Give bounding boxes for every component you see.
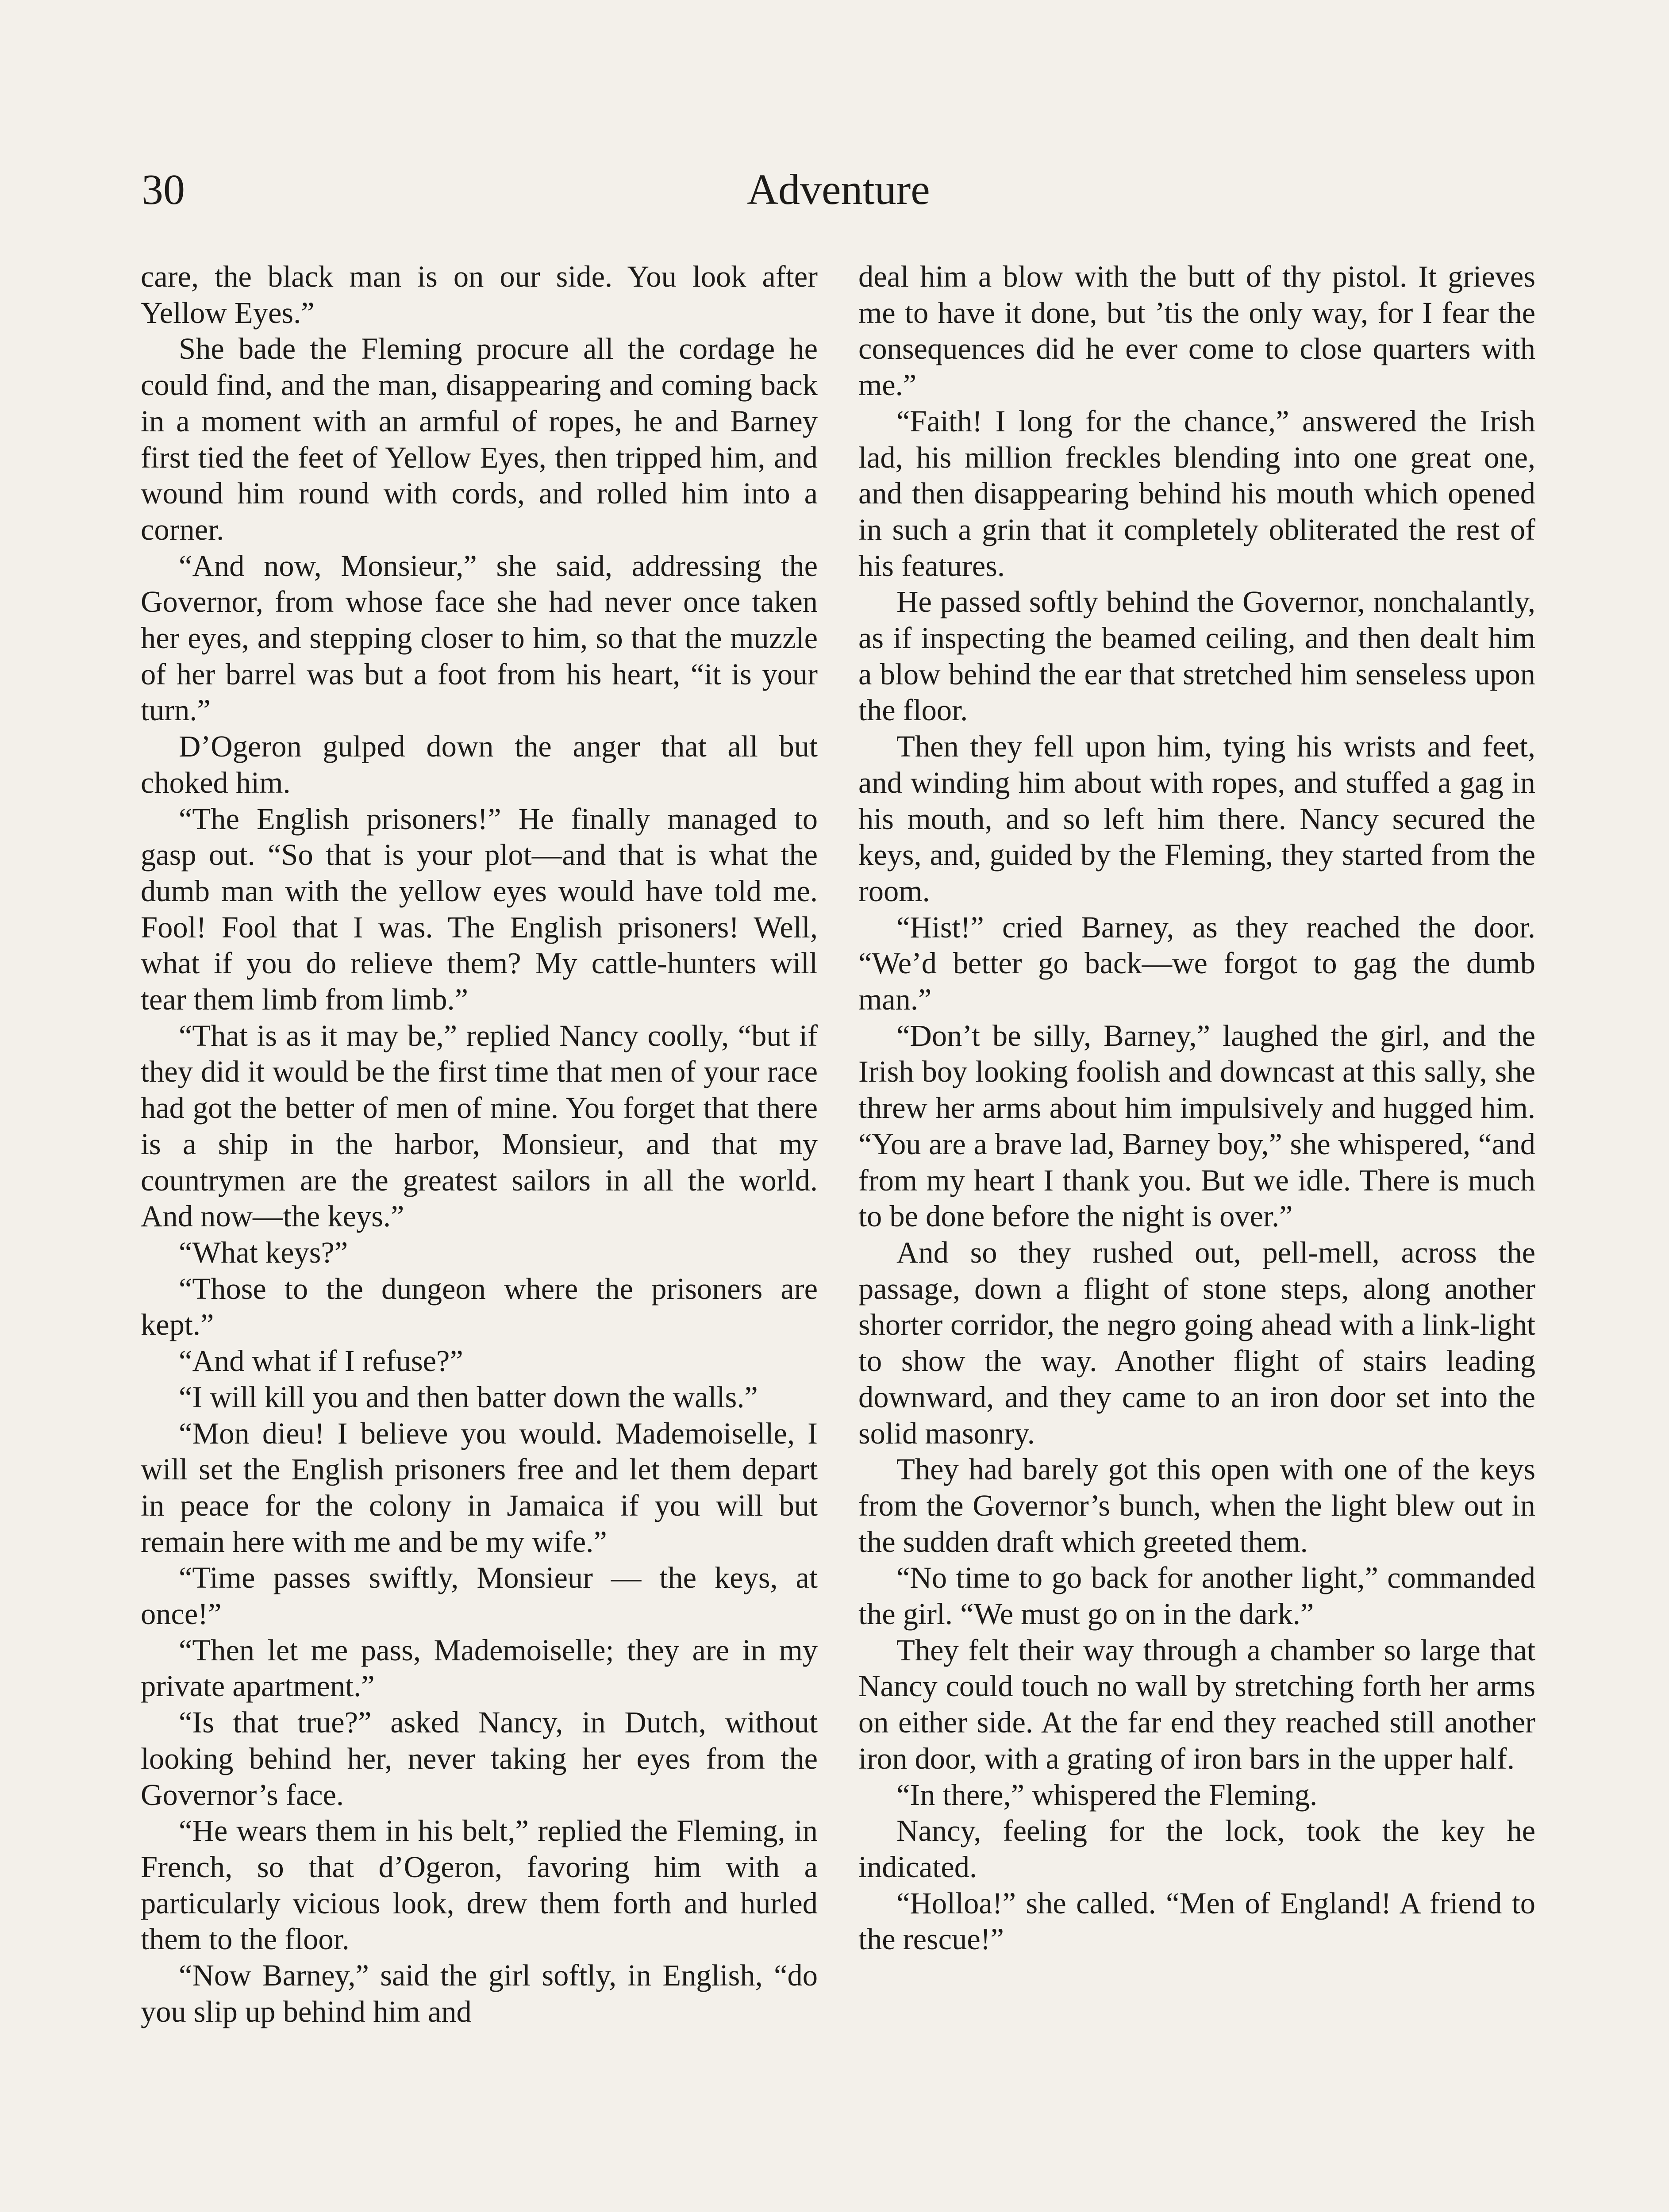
paragraph: “And now, Monsieur,” she said, addressing the Governor, from whose face she had never once taken her eyes, and stepping closer to him, so that the muzzle of her barrel was but a foot from his heart, “it is your turn.” xyxy=(141,549,818,727)
paragraph: “That is as it may be,” replied Nancy coolly, “but if they did it would be the first time that men of your race had got the better of men of mine. You forget that there is a ship in the harbor, Monsieur, and that my countrymen are the greatest sailors in all the world. And now—the keys.” xyxy=(141,1018,818,1233)
paragraph: They felt their way through a chamber so large that Nancy could touch no wall by stretching forth her arms on either side. At the far end they reached still another iron door, with a grating of iron bars in the upper half. xyxy=(858,1633,1535,1775)
paragraph: “Is that true?” asked Nancy, in Dutch, without looking behind her, never taking her eyes from the Governor’s face. xyxy=(141,1705,818,1812)
paragraph: “Hist!” cried Barney, as they reached the door. “We’d better go back—we forgot to gag the dumb man.” xyxy=(858,910,1535,1017)
paragraph: “What keys?” xyxy=(179,1235,348,1269)
paragraph: “Don’t be silly, Barney,” laughed the girl, and the Irish boy looking foolish and downcast at this sally, she threw her arms about him impulsively and hugged him. “You are a brave lad, Barney boy,” she whispered, “and from my heart I thank you. But we idle. There is much to be done before the night is over.” xyxy=(858,1018,1535,1233)
paragraph: “Time passes swiftly, Monsieur — the keys, at once!” xyxy=(141,1561,818,1631)
page-header xyxy=(142,168,1535,239)
running-title: Adventure xyxy=(747,166,930,214)
paragraph: “No time to go back for another light,” commanded the girl. “We must go on in the dark.” xyxy=(858,1561,1535,1631)
left-column xyxy=(141,259,818,2212)
paragraph: He passed softly behind the Governor, nonchalantly, as if inspecting the beamed ceiling, and then dealt him a blow behind the ear that stretched him senseless upon the floor. xyxy=(858,585,1535,727)
paragraph: She bade the Fleming procure all the cordage he could find, and the man, disappearing and coming back in a moment with an armful of ropes, he and Barney first tied the feet of Yellow Eyes, then tripped him, and wound him round with cords, and rolled him into a corner. xyxy=(141,332,818,546)
paragraph: “Then let me pass, Mademoiselle; they are in my private apartment.” xyxy=(141,1633,818,1703)
paragraph: care, the black man is on our side. You look after Yellow Eyes.” xyxy=(141,260,818,330)
right-column xyxy=(858,259,1535,2212)
paragraph: “Faith! I long for the chance,” answered the Irish lad, his million freckles blending into one great one, and then disappearing behind his mouth which opened in such a grin that it completely obliterated the rest of his features. xyxy=(858,404,1535,583)
paragraph: deal him a blow with the butt of thy pistol. It grieves me to have it done, but ’tis the only way, for I fear the consequences did he ever come to close quarters with me.” xyxy=(858,260,1535,402)
paragraph: Nancy, feeling for the lock, took the key he indicated. xyxy=(858,1814,1535,1884)
paragraph: And so they rushed out, pell-mell, across the passage, down a flight of stone steps, along another shorter corridor, the negro going ahead with a link-light to show the way. Another flight of stairs leading downward, and they came to an iron door set into the solid masonry. xyxy=(858,1235,1535,1450)
paragraph: “Now Barney,” said the girl softly, in English, “do you slip up behind him and xyxy=(141,1959,818,2028)
paragraph: They had barely got this open with one of the keys from the Governor’s bunch, when the light blew out in the sudden draft which greeted them. xyxy=(858,1452,1535,1559)
paragraph: “Holloa!” she called. “Men of England! A friend to the rescue!” xyxy=(858,1886,1535,1956)
paragraph: “I will kill you and then batter down the walls.” xyxy=(179,1380,758,1414)
paragraph: “He wears them in his belt,” replied the Fleming, in French, so that d’Ogeron, favoring him with a particularly vicious look, drew them forth and hurled them to the floor. xyxy=(141,1814,818,1956)
paragraph: “Those to the dungeon where the prisoners are kept.” xyxy=(141,1271,818,1342)
page-number: 30 xyxy=(142,166,185,214)
paragraph: “The English prisoners!” He finally managed to gasp out. “So that is your plot—and that is what the dumb man with the yellow eyes would have told me. Fool! Fool that I was. The English prisoners! Well, what if you do relieve them? My cattle-hunters will tear them limb from limb.” xyxy=(141,802,818,1017)
paragraph: “And what if I refuse?” xyxy=(179,1344,463,1378)
paragraph: “Mon dieu! I believe you would. Mademoiselle, I will set the English prisoners free and let them depart in peace for the colony in Jamaica if you will but remain here with me and be my wife.” xyxy=(141,1416,818,1559)
paragraph: D’Ogeron gulped down the anger that all but choked him. xyxy=(141,730,818,799)
paragraph: “In there,” whispered the Fleming. xyxy=(896,1778,1318,1812)
paragraph: Then they fell upon him, tying his wrists and feet, and winding him about with ropes, and stuffed a gag in his mouth, and so left him there. Nancy secured the keys, and, guided by the Fleming, they started from the room. xyxy=(858,730,1535,908)
